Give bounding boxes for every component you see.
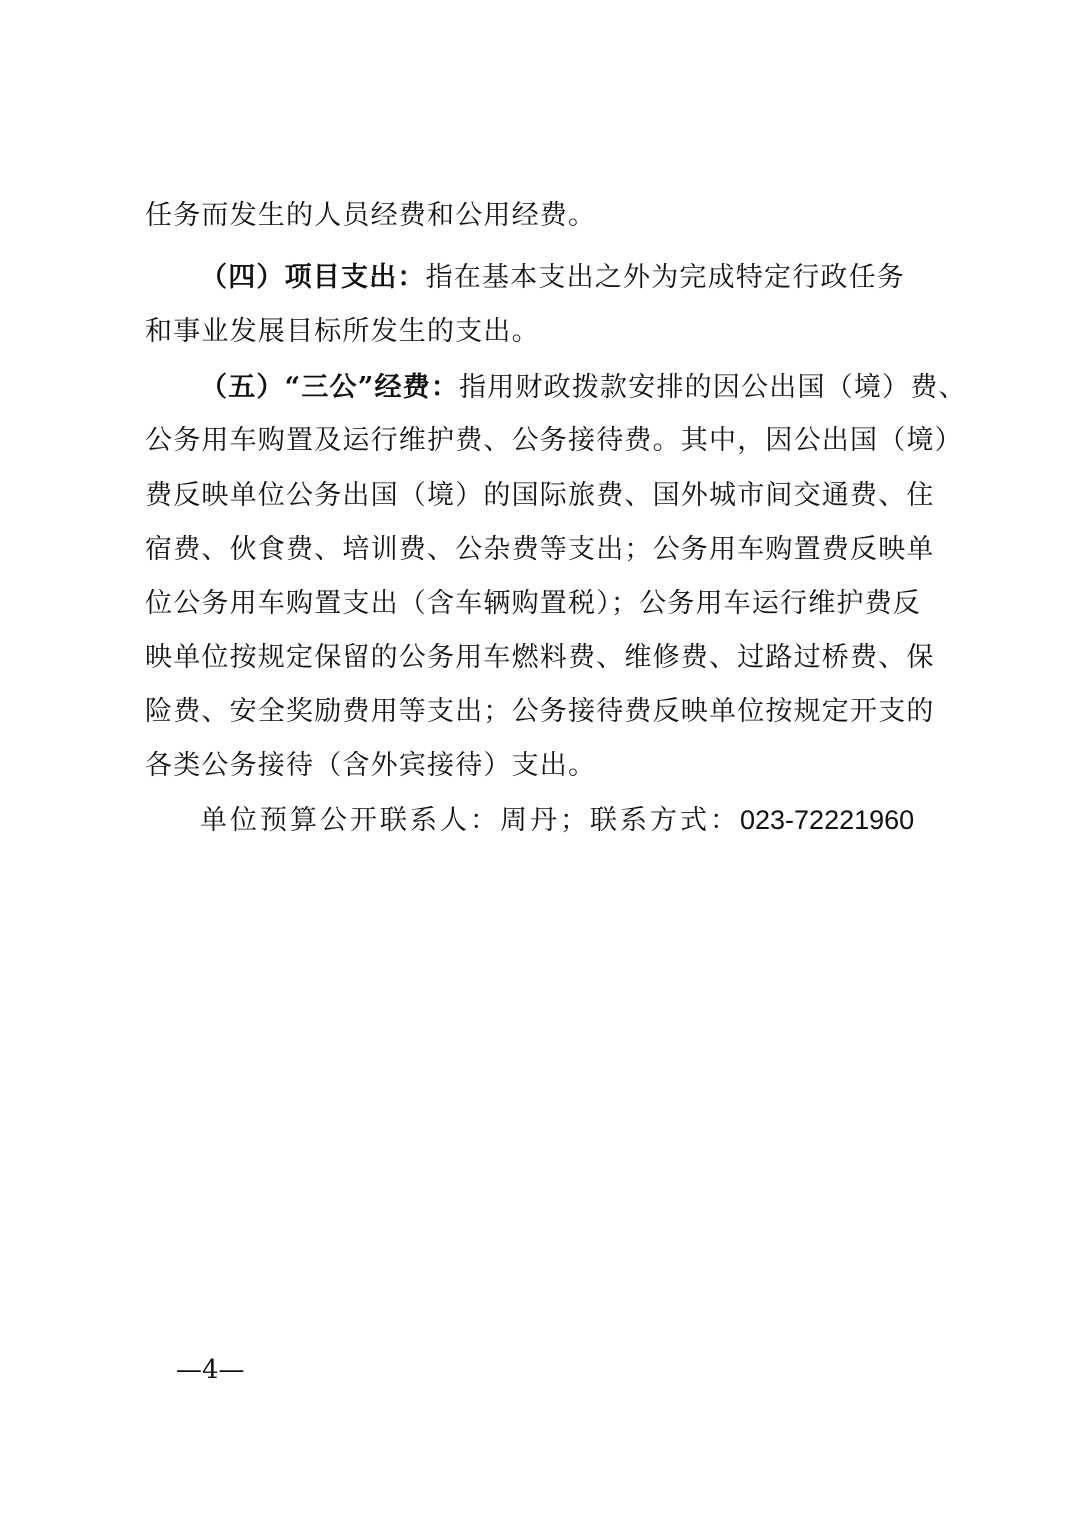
paragraph-line (145, 196, 596, 236)
line-text: 和事业发展目标所发生的支出。 (145, 316, 540, 347)
page-number: —4— (176, 1355, 245, 1385)
paragraph-line (145, 530, 935, 570)
line-text: 位公务用车购置支出（含车辆购置税）；公务用车运行维护费反 (145, 588, 922, 619)
contact-label: 单位预算公开联系人：周丹；联系方式： (200, 805, 740, 836)
paragraph-line (145, 692, 935, 732)
paragraph-line (145, 584, 921, 624)
paragraph-line (145, 746, 596, 786)
line-text: 各类公务接待（含外宾接待）支出。 (145, 750, 597, 781)
line-text: 公务用车购置及运行维护费、公务接待费。其中，因公出国（境） (145, 425, 963, 456)
line-text: 任务而发生的人员经费和公用经费。 (145, 200, 597, 231)
line-text: 指用财政拨款安排的因公出国（境）费、 (459, 372, 967, 403)
section-heading-project-expenditure: （四）项目支出： (200, 262, 426, 293)
line-text: 费反映单位公务出国（境）的国际旅费、国外城市间交通费、住 (145, 480, 935, 511)
paragraph-line (200, 258, 905, 298)
paragraph-line (145, 312, 540, 352)
line-text: 险费、安全奖励费用等支出；公务接待费反映单位按规定开支的 (145, 696, 935, 727)
section-heading-three-public-expenses: （五）“三公”经费： (200, 372, 460, 403)
line-text: 指在基本支出之外为完成特定行政任务 (425, 262, 906, 293)
line-text: 宿费、伙食费、培训费、公杂费等支出；公务用车购置费反映单 (145, 534, 935, 565)
contact-info (200, 800, 914, 841)
paragraph-line (145, 638, 935, 678)
paragraph-line (145, 476, 935, 516)
line-text: 映单位按规定保留的公务用车燃料费、维修费、过路过桥费、保 (145, 642, 935, 673)
paragraph-line (200, 368, 967, 408)
contact-phone: 023-72221960 (740, 805, 915, 835)
paragraph-line (145, 421, 963, 461)
